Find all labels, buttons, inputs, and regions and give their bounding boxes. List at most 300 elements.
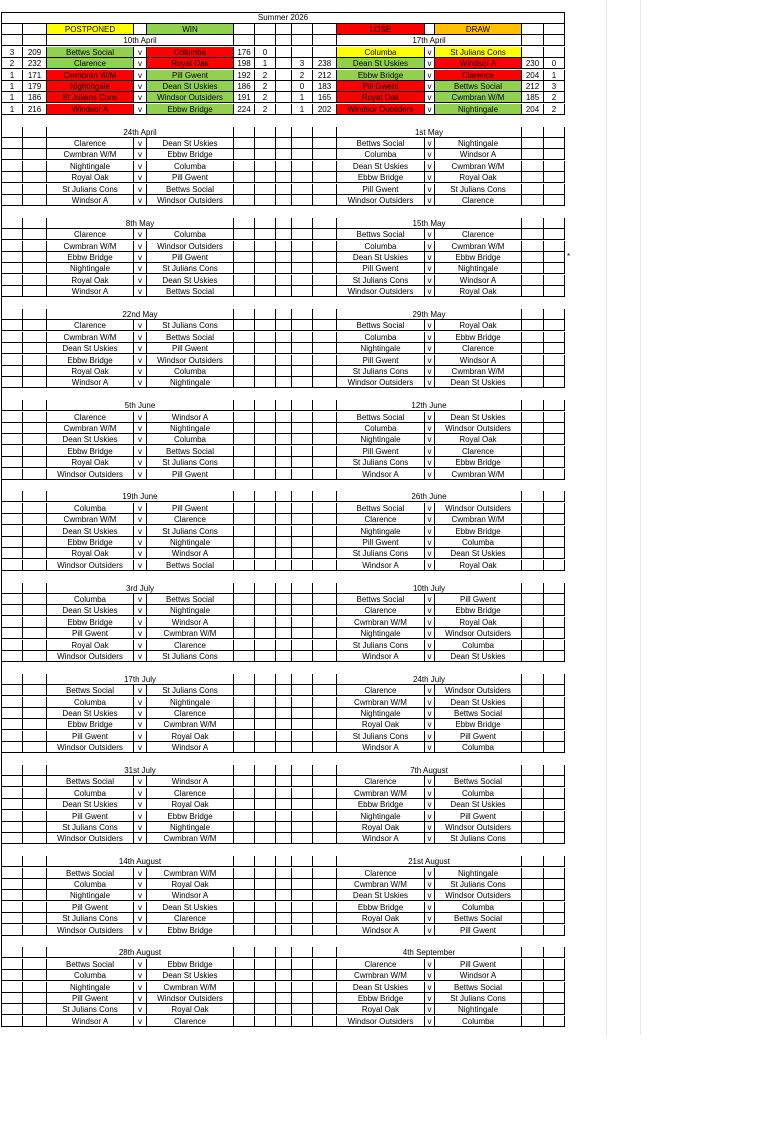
points-away-right: [544, 366, 565, 377]
sheet-cell: [23, 35, 47, 46]
points-right: [313, 149, 337, 160]
points-away-left: [255, 719, 276, 730]
points-away-left: [255, 993, 276, 1004]
away-team: Pill Gwent: [435, 959, 522, 970]
ends-right: [292, 184, 313, 195]
vs-marker: v: [425, 81, 435, 92]
round-date-left: 19th June: [47, 491, 234, 502]
ends-left: [1, 651, 23, 662]
score-left: [234, 799, 255, 810]
score-left: 192: [234, 70, 255, 81]
away-team: Windsor Outsiders: [147, 195, 234, 206]
away-team: Royal Oak: [147, 731, 234, 742]
away-team: Nightingale: [147, 605, 234, 616]
away-team: Windsor A: [435, 355, 522, 366]
away-team: Nightingale: [147, 697, 234, 708]
sheet-cell: [522, 856, 544, 867]
points-away-right: [544, 776, 565, 787]
away-team: Columba: [147, 434, 234, 445]
round-date-left: 28th August: [47, 947, 234, 958]
away-team: Cwmbran W/M: [147, 628, 234, 639]
home-team: Pill Gwent: [47, 993, 134, 1004]
points-right: [313, 811, 337, 822]
vs-marker: v: [134, 617, 147, 628]
vs-marker: v: [134, 320, 147, 331]
points-left: [23, 503, 47, 514]
points-left: [23, 708, 47, 719]
vs-marker: v: [425, 457, 435, 468]
points-left: [23, 651, 47, 662]
home-team: Ebbw Bridge: [47, 719, 134, 730]
sheet-cell: [522, 218, 544, 229]
points-away-right: [544, 902, 565, 913]
vs-marker: v: [425, 617, 435, 628]
sheet-cell: [313, 765, 337, 776]
sheet-cell: [522, 24, 544, 35]
away-team: Royal Oak: [147, 879, 234, 890]
ends-right: [292, 241, 313, 252]
away-team: St Julians Cons: [147, 457, 234, 468]
away-team: Dean St Uskies: [435, 377, 522, 388]
sheet-cell: [313, 947, 337, 958]
score-right: [522, 833, 544, 844]
round-date-right: 15th May: [337, 218, 522, 229]
points-right: [313, 731, 337, 742]
away-team: Cwmbran W/M: [435, 366, 522, 377]
away-team: Columba: [435, 742, 522, 753]
score-left: [234, 229, 255, 240]
away-team: Dean St Uskies: [147, 902, 234, 913]
away-team: Windsor Outsiders: [147, 355, 234, 366]
score-left: [234, 697, 255, 708]
ends-left: [1, 263, 23, 274]
away-team: Clarence: [147, 913, 234, 924]
points-away-right: [544, 229, 565, 240]
vs-marker: v: [134, 446, 147, 457]
home-team: Bettws Social: [47, 47, 134, 58]
points-right: [313, 457, 337, 468]
score-left: [234, 526, 255, 537]
points-away-left: [255, 377, 276, 388]
vs-marker: v: [425, 195, 435, 206]
ends-right: [292, 252, 313, 263]
home-team: Columba: [337, 149, 425, 160]
ends-left: [1, 184, 23, 195]
points-right: [313, 868, 337, 879]
ends-right: [292, 172, 313, 183]
score-right: [522, 993, 544, 1004]
points-away-right: [544, 320, 565, 331]
home-team: Windsor Outsiders: [47, 469, 134, 480]
sheet-cell: [276, 902, 292, 913]
vs-marker: v: [134, 993, 147, 1004]
sheet-cell: [276, 70, 292, 81]
sheet-cell: [276, 970, 292, 981]
vs-marker: v: [425, 560, 435, 571]
points-away-right: [544, 343, 565, 354]
vs-marker: v: [134, 412, 147, 423]
sheet-cell: [276, 560, 292, 571]
sheet-cell: [255, 491, 276, 502]
sheet-cell: [292, 765, 313, 776]
points-away-right: [544, 446, 565, 457]
score-left: [234, 195, 255, 206]
vs-marker: v: [425, 503, 435, 514]
points-away-left: [255, 982, 276, 993]
score-right: [522, 742, 544, 753]
away-team: Bettws Social: [435, 708, 522, 719]
points-left: [23, 332, 47, 343]
sheet-cell: [276, 617, 292, 628]
stray-marker: *: [567, 252, 571, 261]
home-team: Windsor A: [47, 286, 134, 297]
points-away-right: [544, 731, 565, 742]
vs-marker: v: [134, 594, 147, 605]
points-right: 212: [313, 70, 337, 81]
score-left: [234, 685, 255, 696]
home-team: Cwmbran W/M: [47, 514, 134, 525]
points-left: [23, 811, 47, 822]
ends-right: [292, 446, 313, 457]
score-right: [522, 776, 544, 787]
score-right: [522, 241, 544, 252]
score-left: [234, 788, 255, 799]
points-away-right: [544, 412, 565, 423]
away-team: Pill Gwent: [435, 731, 522, 742]
away-team: Bettws Social: [147, 594, 234, 605]
points-away-right: [544, 469, 565, 480]
points-away-left: [255, 434, 276, 445]
points-right: [313, 788, 337, 799]
score-left: [234, 423, 255, 434]
away-team: Bettws Social: [435, 776, 522, 787]
score-right: [522, 970, 544, 981]
score-left: 198: [234, 58, 255, 69]
sheet-cell: [292, 491, 313, 502]
sheet-cell: [276, 925, 292, 936]
home-team: Columba: [337, 241, 425, 252]
ends-right: [292, 526, 313, 537]
away-team: Windsor Outsiders: [435, 890, 522, 901]
score-left: [234, 811, 255, 822]
home-team: Cwmbran W/M: [47, 149, 134, 160]
round-date-left: 22nd May: [47, 309, 234, 320]
vs-marker: v: [425, 92, 435, 103]
away-team: St Julians Cons: [435, 184, 522, 195]
away-team: Windsor A: [147, 548, 234, 559]
points-right: [313, 959, 337, 970]
vs-marker: v: [134, 697, 147, 708]
ends-left: [1, 617, 23, 628]
score-left: [234, 833, 255, 844]
home-team: Windsor Outsiders: [47, 925, 134, 936]
home-team: Columba: [47, 879, 134, 890]
points-left: [23, 320, 47, 331]
points-away-left: [255, 731, 276, 742]
points-away-left: [255, 902, 276, 913]
points-away-right: 1: [544, 70, 565, 81]
points-right: [313, 537, 337, 548]
sheet-cell: [276, 343, 292, 354]
home-team: Royal Oak: [337, 913, 425, 924]
home-team: Dean St Uskies: [47, 708, 134, 719]
points-away-right: [544, 708, 565, 719]
points-away-right: [544, 879, 565, 890]
score-right: [522, 434, 544, 445]
score-left: [234, 457, 255, 468]
points-left: [23, 890, 47, 901]
points-left: [23, 412, 47, 423]
ends-left: [1, 252, 23, 263]
points-away-left: [255, 366, 276, 377]
vs-marker: v: [134, 286, 147, 297]
score-right: [522, 423, 544, 434]
score-left: [234, 263, 255, 274]
vs-marker: v: [425, 868, 435, 879]
away-team: Windsor A: [435, 58, 522, 69]
away-team: Ebbw Bridge: [147, 959, 234, 970]
home-team: Windsor A: [47, 1016, 134, 1027]
home-team: Windsor A: [337, 742, 425, 753]
points-left: [23, 469, 47, 480]
sheet-cell: [276, 377, 292, 388]
away-team: Ebbw Bridge: [147, 104, 234, 115]
away-team: Pill Gwent: [435, 811, 522, 822]
sheet-cell: [276, 594, 292, 605]
sheet-cell: [1, 856, 23, 867]
away-team: Windsor A: [147, 776, 234, 787]
points-left: [23, 434, 47, 445]
home-team: Ebbw Bridge: [337, 70, 425, 81]
score-right: [522, 343, 544, 354]
vs-marker: v: [425, 776, 435, 787]
points-away-left: [255, 685, 276, 696]
score-left: [234, 982, 255, 993]
away-team: St Julians Cons: [147, 651, 234, 662]
sheet-cell: [276, 241, 292, 252]
away-team: Windsor Outsiders: [435, 628, 522, 639]
ends-left: [1, 788, 23, 799]
points-right: [313, 628, 337, 639]
ends-left: [1, 412, 23, 423]
points-right: [313, 1016, 337, 1027]
home-team: Nightingale: [47, 263, 134, 274]
away-team: Windsor Outsiders: [435, 822, 522, 833]
score-right: 185: [522, 92, 544, 103]
points-left: [23, 149, 47, 160]
grid-line: [606, 0, 607, 1035]
vs-marker: v: [134, 149, 147, 160]
points-away-right: [544, 275, 565, 286]
away-team: Columba: [147, 161, 234, 172]
away-team: Dean St Uskies: [147, 81, 234, 92]
sheet-cell: [234, 674, 255, 685]
away-team: Bettws Social: [147, 184, 234, 195]
points-away-right: [544, 457, 565, 468]
sheet-cell: [134, 24, 147, 35]
home-team: Pill Gwent: [337, 184, 425, 195]
vs-marker: v: [425, 742, 435, 753]
points-right: [313, 332, 337, 343]
vs-marker: v: [425, 879, 435, 890]
points-right: [313, 161, 337, 172]
away-team: Ebbw Bridge: [435, 605, 522, 616]
points-away-right: [544, 377, 565, 388]
sheet-cell: [522, 400, 544, 411]
score-left: 186: [234, 81, 255, 92]
away-team: St Julians Cons: [147, 526, 234, 537]
sheet-cell: [276, 469, 292, 480]
ends-right: [292, 890, 313, 901]
points-away-right: [544, 560, 565, 571]
score-left: [234, 776, 255, 787]
score-right: [522, 811, 544, 822]
sheet-cell: [234, 583, 255, 594]
points-right: 183: [313, 81, 337, 92]
away-team: Cwmbran W/M: [435, 161, 522, 172]
points-away-left: [255, 640, 276, 651]
vs-marker: v: [134, 640, 147, 651]
away-team: Nightingale: [435, 104, 522, 115]
points-left: [23, 537, 47, 548]
vs-marker: v: [134, 776, 147, 787]
vs-marker: v: [134, 58, 147, 69]
home-team: St Julians Cons: [337, 731, 425, 742]
vs-marker: v: [134, 651, 147, 662]
points-away-left: [255, 195, 276, 206]
ends-right: [292, 548, 313, 559]
ends-right: [292, 640, 313, 651]
sheet-cell: [255, 24, 276, 35]
score-right: [522, 731, 544, 742]
score-left: [234, 138, 255, 149]
points-away-right: [544, 138, 565, 149]
vs-marker: v: [134, 560, 147, 571]
score-left: [234, 742, 255, 753]
round-date-right: 4th September: [337, 947, 522, 958]
round-date-left: 17th July: [47, 674, 234, 685]
home-team: Columba: [47, 788, 134, 799]
home-team: Dean St Uskies: [47, 526, 134, 537]
vs-marker: v: [425, 697, 435, 708]
points-away-left: [255, 446, 276, 457]
vs-marker: v: [134, 138, 147, 149]
sheet-cell: [276, 24, 292, 35]
points-away-left: [255, 537, 276, 548]
away-team: Bettws Social: [147, 560, 234, 571]
sheet-cell: [1, 583, 23, 594]
ends-right: [292, 457, 313, 468]
score-left: [234, 503, 255, 514]
score-right: [522, 229, 544, 240]
points-left: [23, 833, 47, 844]
away-team: Pill Gwent: [147, 172, 234, 183]
score-right: [522, 640, 544, 651]
sheet-cell: [544, 400, 565, 411]
home-team: Clarence: [337, 685, 425, 696]
header-draw: DRAW: [435, 24, 522, 35]
score-right: [522, 868, 544, 879]
sheet-cell: [276, 776, 292, 787]
score-left: [234, 890, 255, 901]
sheet-cell: [255, 765, 276, 776]
ends-right: [292, 708, 313, 719]
away-team: Ebbw Bridge: [435, 252, 522, 263]
ends-left: [1, 925, 23, 936]
score-left: [234, 913, 255, 924]
points-right: [313, 605, 337, 616]
score-right: [522, 138, 544, 149]
sheet-cell: [544, 856, 565, 867]
home-team: St Julians Cons: [47, 913, 134, 924]
sheet-cell: [276, 127, 292, 138]
away-team: Columba: [435, 537, 522, 548]
vs-marker: v: [425, 526, 435, 537]
score-right: [522, 902, 544, 913]
sheet-cell: [522, 127, 544, 138]
points-right: [313, 469, 337, 480]
away-team: Columba: [435, 788, 522, 799]
vs-marker: v: [425, 890, 435, 901]
ends-right: [292, 970, 313, 981]
points-left: [23, 925, 47, 936]
sheet-cell: [276, 1016, 292, 1027]
sheet-cell: [276, 959, 292, 970]
score-left: 191: [234, 92, 255, 103]
vs-marker: v: [425, 434, 435, 445]
score-right: [522, 263, 544, 274]
vs-marker: v: [425, 1004, 435, 1015]
points-away-right: [544, 833, 565, 844]
points-away-right: [544, 925, 565, 936]
ends-left: [1, 811, 23, 822]
ends-left: [1, 822, 23, 833]
home-team: Pill Gwent: [337, 355, 425, 366]
sheet-cell: [276, 332, 292, 343]
points-right: [313, 286, 337, 297]
ends-right: [292, 423, 313, 434]
score-right: 212: [522, 81, 544, 92]
away-team: Dean St Uskies: [435, 412, 522, 423]
home-team: Bettws Social: [47, 685, 134, 696]
sheet-cell: [276, 400, 292, 411]
score-right: [522, 184, 544, 195]
home-team: Windsor A: [337, 651, 425, 662]
vs-marker: v: [425, 719, 435, 730]
score-left: [234, 343, 255, 354]
home-team: St Julians Cons: [47, 1004, 134, 1015]
away-team: Clarence: [435, 70, 522, 81]
points-left: [23, 355, 47, 366]
vs-marker: v: [425, 252, 435, 263]
ends-left: [1, 275, 23, 286]
away-team: Windsor A: [435, 275, 522, 286]
away-team: Clarence: [435, 343, 522, 354]
score-right: [522, 788, 544, 799]
score-right: [522, 377, 544, 388]
points-away-left: [255, 868, 276, 879]
score-right: [522, 366, 544, 377]
points-left: [23, 252, 47, 263]
points-left: [23, 457, 47, 468]
vs-marker: v: [425, 970, 435, 981]
home-team: Pill Gwent: [337, 263, 425, 274]
away-team: Nightingale: [147, 423, 234, 434]
sheet-cell: [276, 731, 292, 742]
sheet-cell: [276, 309, 292, 320]
score-right: [522, 605, 544, 616]
home-team: Nightingale: [47, 161, 134, 172]
